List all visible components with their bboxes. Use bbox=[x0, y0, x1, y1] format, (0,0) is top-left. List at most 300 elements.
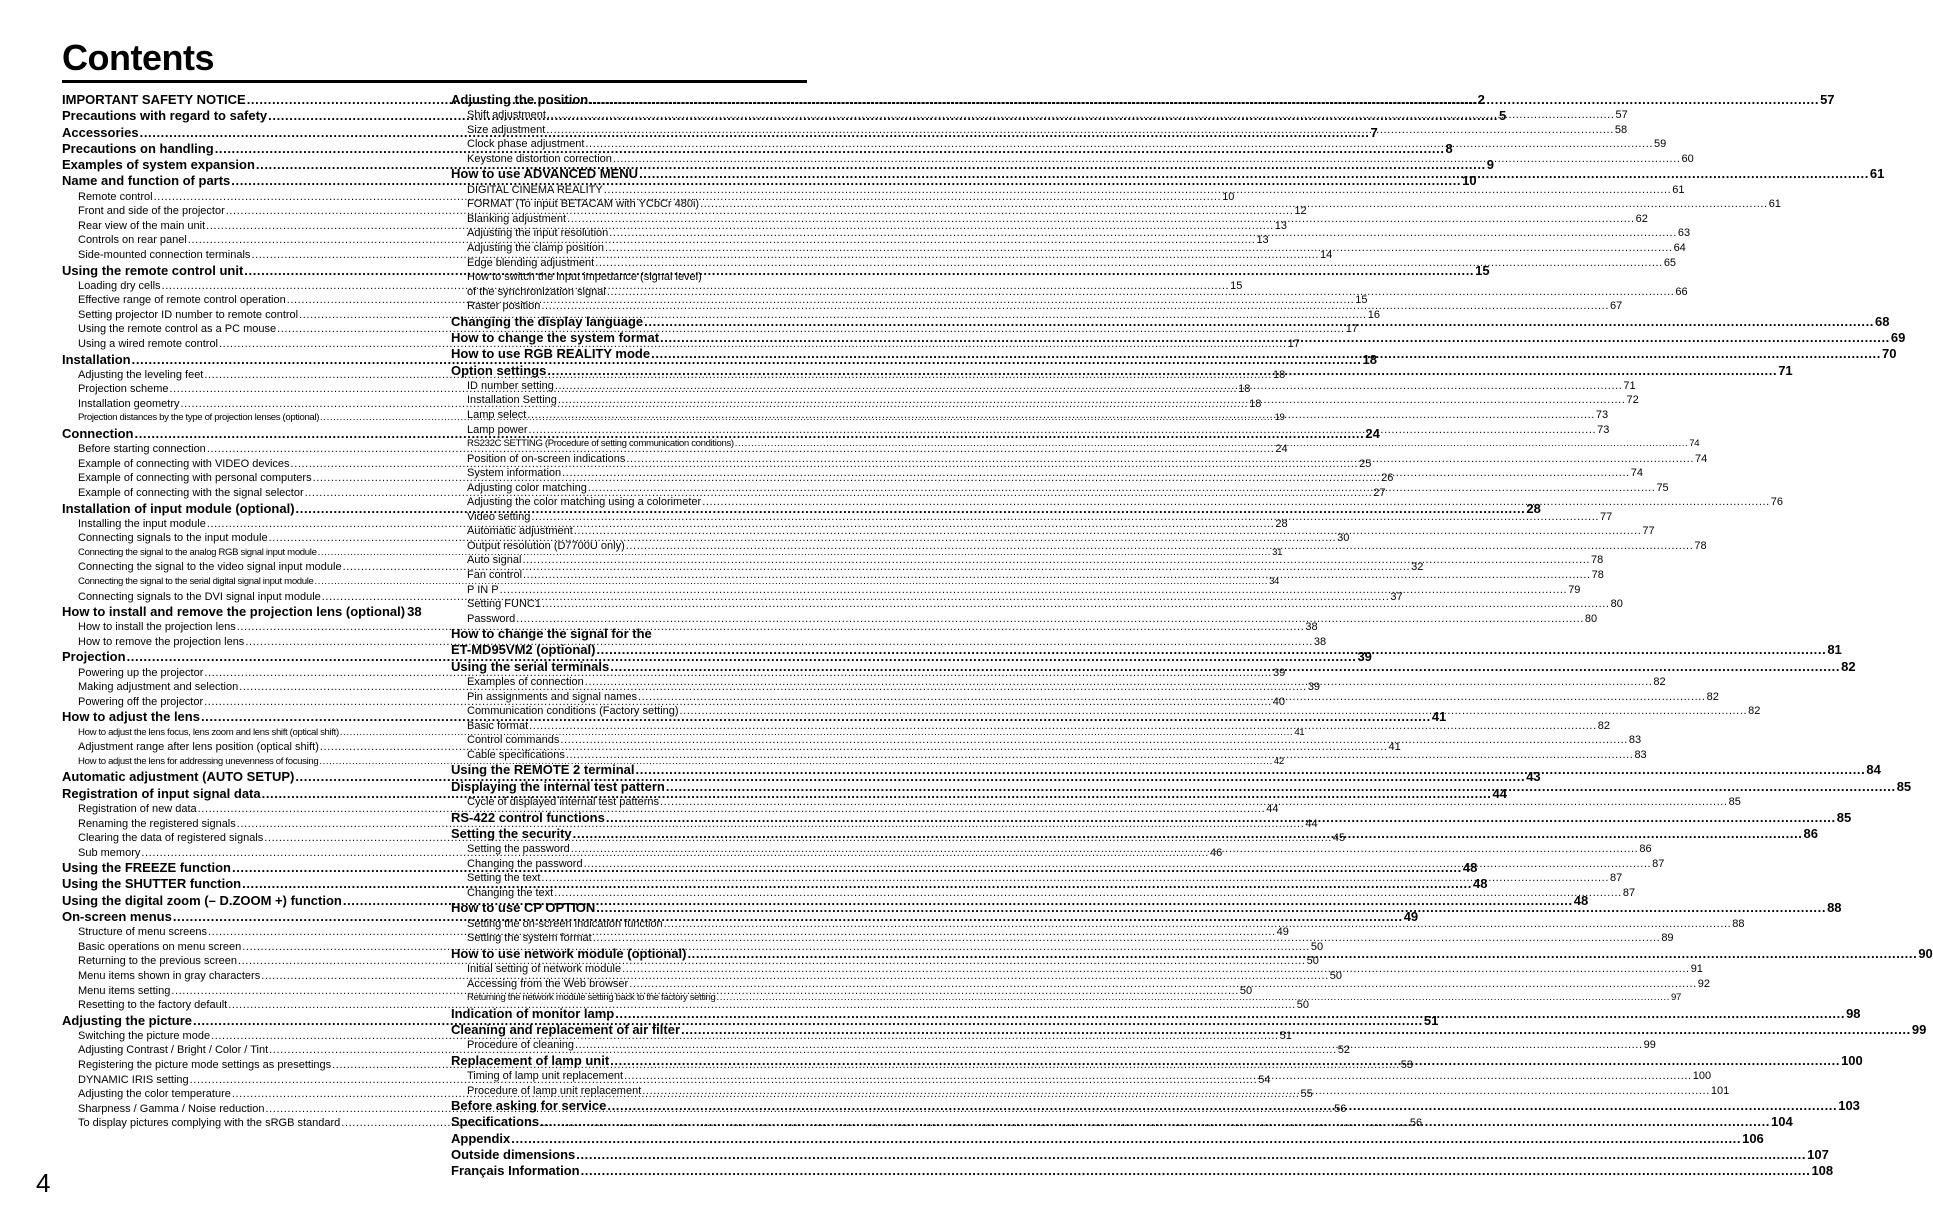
toc-page-number: 51 bbox=[1279, 1029, 1292, 1042]
toc-entry-title: Adjusting the position bbox=[451, 92, 589, 107]
toc-subentry[interactable] bbox=[451, 137, 1667, 152]
toc-entry-title: Remote control bbox=[78, 190, 153, 203]
toc-entry-title: RS232C SETTING (Procedure of setting communication conditions) bbox=[467, 438, 734, 450]
toc-page-number: 73 bbox=[1595, 408, 1609, 421]
toc-page-number: 107 bbox=[1807, 1147, 1829, 1163]
toc-page-number: 84 bbox=[1866, 762, 1881, 778]
dot-leader bbox=[660, 795, 1728, 810]
dot-leader bbox=[540, 1114, 1770, 1130]
toc-entry-title: Changing the text bbox=[467, 886, 554, 899]
title-rule bbox=[62, 80, 807, 83]
toc-page-number: 31 bbox=[1272, 546, 1283, 558]
toc-page-number: 44 bbox=[1305, 817, 1318, 830]
toc-entry-title: Adjustment range after lens position (optical shift) bbox=[78, 741, 319, 754]
dot-leader bbox=[660, 330, 1890, 346]
toc-entry-title: How to install and remove the projection lens (optional) bbox=[62, 604, 406, 620]
dot-leader bbox=[622, 962, 1690, 977]
toc-entry[interactable] bbox=[451, 1163, 1834, 1179]
toc-entry-title: Using the digital zoom (– D.ZOOM +) function bbox=[62, 892, 342, 908]
toc-entry-title: Adjusting color matching bbox=[467, 481, 587, 494]
toc-entry[interactable] bbox=[62, 604, 422, 620]
toc-page-number: 12 bbox=[1294, 205, 1307, 218]
toc-entry-title: Option settings bbox=[451, 362, 547, 378]
dot-leader bbox=[585, 675, 1653, 690]
toc-page-number: 38 bbox=[1313, 635, 1327, 648]
toc-entry-title: Projection bbox=[62, 649, 126, 665]
toc-subentry[interactable] bbox=[62, 322, 1358, 337]
toc-page-number: 50 bbox=[1239, 984, 1253, 997]
dot-leader bbox=[626, 539, 1694, 554]
dot-leader bbox=[522, 553, 1590, 568]
toc-page-number: 98 bbox=[1846, 1005, 1861, 1021]
toc-page-number: 45 bbox=[1332, 832, 1346, 845]
toc-entry-title: FORMAT (To input BETACAM with YCbCr 480i) bbox=[467, 198, 700, 211]
toc-entry-title: Timing of lamp unit replacement bbox=[467, 1070, 624, 1083]
toc-page-number: 101 bbox=[1710, 1084, 1730, 1097]
dot-leader bbox=[546, 123, 1614, 138]
toc-page-number: 90 bbox=[1918, 945, 1933, 961]
toc-entry-title: Pin assignments and signal names bbox=[467, 690, 637, 703]
toc-entry-title: Structure of menu screens bbox=[78, 926, 208, 939]
toc-page-number: 65 bbox=[1663, 256, 1677, 269]
toc-entry-title: Precautions with regard to safety bbox=[62, 108, 268, 124]
toc-page-number: 10 bbox=[1462, 173, 1477, 189]
toc-page-number: 61 bbox=[1869, 166, 1885, 182]
toc-page-number: 26 bbox=[1381, 472, 1394, 485]
toc-entry-title: Clock phase adjustment bbox=[467, 138, 585, 151]
toc-page-number: 62 bbox=[1635, 212, 1648, 225]
toc-page-number: 15 bbox=[1230, 279, 1243, 292]
toc-entry-title: How to adjust the lens for addressing unevenness of focusing bbox=[78, 755, 319, 767]
toc-entry-title: Indication of monitor lamp bbox=[451, 1005, 615, 1021]
toc-page-number: 97 bbox=[1671, 992, 1682, 1004]
toc-page-number: 40 bbox=[1272, 695, 1285, 708]
toc-page-number: 74 bbox=[1689, 438, 1700, 450]
toc-entry-title: Accessing from the Web browser bbox=[467, 977, 629, 990]
dot-leader bbox=[500, 583, 1568, 598]
toc-page-number: 86 bbox=[1639, 843, 1652, 856]
toc-page-number: 50 bbox=[1310, 940, 1324, 953]
toc-page-number: 80 bbox=[1584, 612, 1598, 625]
dot-leader bbox=[615, 1006, 1845, 1022]
toc-page-number: 10 bbox=[1222, 190, 1235, 203]
toc-page-number: 100 bbox=[1692, 1070, 1712, 1083]
toc-entry-title: Setting projector ID number to remote control bbox=[78, 308, 299, 321]
toc-page-number: 74 bbox=[1630, 467, 1643, 480]
toc-page-number: 55 bbox=[1300, 1088, 1313, 1101]
dot-leader bbox=[642, 1084, 1710, 1099]
dot-leader bbox=[516, 612, 1584, 627]
toc-entry-title: Using a wired remote control bbox=[78, 338, 219, 350]
dot-leader bbox=[700, 197, 1768, 212]
dot-leader bbox=[529, 423, 1597, 438]
toc-entry-title: Adjusting the color temperature bbox=[78, 1088, 231, 1101]
toc-entry-title: Controls on rear panel bbox=[78, 234, 187, 247]
dot-leader bbox=[541, 871, 1609, 886]
toc-entry-title: How to change the system format bbox=[451, 330, 660, 345]
dot-leader bbox=[638, 690, 1706, 705]
dot-leader bbox=[680, 704, 1748, 719]
toc-entry-title: Returning to the previous screen bbox=[78, 955, 237, 968]
toc-entry-title: Procedure of cleaning bbox=[467, 1039, 575, 1052]
toc-entry-title: Side-mounted connection terminals bbox=[78, 248, 251, 261]
toc-page-number: 50 bbox=[1296, 999, 1310, 1012]
toc-subentry[interactable] bbox=[451, 152, 1694, 167]
toc-entry-title: Adjusting the color matching using a colorimeter bbox=[467, 496, 702, 509]
toc-entry-title: Specifications bbox=[451, 1114, 540, 1130]
toc-page-number: 88 bbox=[1827, 900, 1842, 916]
dot-leader bbox=[626, 452, 1694, 467]
toc-entry-title: Output resolution (D7700U only) bbox=[467, 539, 625, 552]
toc-entry-title: P IN P bbox=[467, 583, 499, 596]
toc-page-number: 85 bbox=[1896, 778, 1912, 794]
toc-page-number: 41 bbox=[1388, 741, 1401, 754]
toc-page-number: 85 bbox=[1728, 795, 1741, 808]
toc-page-number: 87 bbox=[1609, 872, 1623, 885]
toc-entry-title: Example of connecting with personal computers bbox=[78, 472, 312, 485]
toc-page-number: 82 bbox=[1597, 719, 1610, 732]
toc-entry-title: ET-MD95VM2 (optional) bbox=[451, 642, 596, 658]
toc-page-number: 30 bbox=[1337, 532, 1350, 545]
toc-entry-title: Basic format bbox=[467, 719, 529, 732]
toc-entry-title: Cable specifications bbox=[467, 748, 565, 761]
toc-page-number: 89 bbox=[1661, 932, 1674, 945]
toc-subentry[interactable] bbox=[451, 270, 805, 285]
page-number: 4 bbox=[36, 1168, 51, 1198]
dot-leader bbox=[511, 1131, 1741, 1147]
toc-page-number: 42 bbox=[1273, 755, 1284, 767]
toc-page-number: 71 bbox=[1778, 362, 1793, 378]
dot-leader bbox=[635, 762, 1865, 778]
toc-page-number: 14 bbox=[1320, 248, 1333, 261]
toc-entry-title: DYNAMIC IRIS setting bbox=[78, 1073, 189, 1086]
toc-entry[interactable] bbox=[451, 1147, 1829, 1163]
toc-entry-title: Precautions on handling bbox=[62, 140, 214, 156]
toc-page-number: 80 bbox=[1610, 598, 1623, 611]
toc-page-number: 18 bbox=[1238, 383, 1251, 396]
toc-page-number: 46 bbox=[1209, 846, 1223, 859]
toc-entry-title: Setting the text bbox=[467, 872, 541, 885]
toc-entry-title: How to adjust the lens bbox=[62, 709, 200, 725]
dot-leader bbox=[566, 748, 1634, 763]
toc-entry-title: Adjusting the leveling feet bbox=[78, 368, 204, 381]
dot-leader bbox=[581, 1163, 1811, 1179]
dot-leader bbox=[624, 1069, 1692, 1084]
toc-entry-title: Resetting to the factory default bbox=[78, 999, 228, 1012]
toc-page-number: 77 bbox=[1600, 510, 1613, 523]
dot-leader bbox=[607, 1098, 1837, 1114]
toc-page-number: 37 bbox=[1390, 590, 1403, 603]
toc-subentry[interactable] bbox=[451, 123, 1628, 138]
toc-entry-title: Installation of input module (optional) bbox=[62, 500, 295, 516]
page-title: Contents bbox=[62, 37, 214, 78]
toc-entry-title: How to install the projection lens bbox=[78, 621, 236, 634]
toc-entry-title: Using the remote control as a PC mouse bbox=[78, 323, 277, 336]
toc-page-number: 32 bbox=[1411, 561, 1424, 574]
toc-page-number: 38 bbox=[407, 604, 422, 620]
toc-subentry[interactable] bbox=[451, 108, 1628, 123]
toc-page-number: 17 bbox=[1345, 323, 1358, 336]
toc-page-number: 82 bbox=[1841, 658, 1856, 674]
toc-entry-title: Connecting signals to the input module bbox=[78, 532, 268, 545]
toc-entry-title: Name and function of parts bbox=[62, 173, 231, 189]
toc-page-number: 78 bbox=[1694, 539, 1707, 552]
toc-page-number: 44 bbox=[1492, 785, 1507, 801]
toc-entry-title: Menu items shown in gray characters bbox=[78, 969, 261, 982]
toc-page-number: 79 bbox=[1568, 583, 1581, 596]
toc-entry-title: Connecting signals to the DVI signal input module bbox=[78, 590, 321, 603]
dot-leader bbox=[717, 991, 1671, 1006]
toc-page-number: 60 bbox=[1681, 152, 1694, 165]
toc-entry-title: Connecting the signal to the serial digital signal input module bbox=[78, 576, 314, 587]
dot-leader bbox=[666, 779, 1896, 795]
toc-entry-title: Loading dry cells bbox=[78, 279, 161, 292]
toc-entry-title: Setting the password bbox=[467, 843, 570, 856]
toc-page-number: 9 bbox=[1486, 157, 1495, 173]
toc-entry-title: Using the remote control unit bbox=[62, 262, 244, 278]
toc-page-number: 19 bbox=[1274, 412, 1285, 424]
toc-entry-title: DIGITAL CINEMA REALITY bbox=[467, 183, 603, 196]
toc-entry-title: Connection bbox=[62, 426, 134, 442]
toc-entry-title: Setting the system format bbox=[467, 932, 592, 945]
toc-entry-title: Shift adjustment bbox=[467, 109, 546, 122]
toc-page-number: 83 bbox=[1634, 748, 1647, 761]
toc-page-number: 68 bbox=[1875, 313, 1890, 329]
toc-entry-title: Using the serial terminals bbox=[451, 658, 610, 674]
dot-leader bbox=[644, 314, 1874, 330]
toc-entry-title: Keystone distortion correction bbox=[467, 152, 612, 165]
toc-entry-title: ID number setting bbox=[467, 379, 554, 392]
toc-entry-title: Registration of input signal data bbox=[62, 785, 261, 801]
toc-page-number: 49 bbox=[1276, 926, 1289, 939]
toc-page-number: 18 bbox=[1249, 397, 1262, 410]
toc-page-number: 16 bbox=[1367, 308, 1380, 321]
toc-entry-title: IMPORTANT SAFETY NOTICE bbox=[62, 92, 246, 107]
toc-entry-title: To display pictures complying with the sRGB standard bbox=[78, 1117, 341, 1130]
toc-page-number: 50 bbox=[1329, 969, 1343, 982]
toc-page-number: 38 bbox=[1305, 621, 1318, 634]
toc-page-number: 44 bbox=[1266, 802, 1279, 815]
toc-entry-title: Basic operations on menu screen bbox=[78, 940, 242, 953]
toc-page-number: 7 bbox=[1370, 124, 1378, 140]
toc-page-number: 78 bbox=[1591, 554, 1604, 567]
toc-entry-title: Powering off the projector bbox=[78, 695, 204, 708]
toc-entry-title: Sharpness / Gamma / Noise reduction bbox=[78, 1102, 265, 1115]
toc-entry-title: Appendix bbox=[451, 1130, 511, 1146]
toc-entry-title: Switching the picture mode bbox=[78, 1029, 211, 1042]
toc-entry-title: Installation Setting bbox=[467, 394, 557, 407]
toc-entry-title: Automatic adjustment (AUTO SETUP) bbox=[62, 769, 295, 785]
toc-page-number: 34 bbox=[1269, 576, 1280, 587]
toc-entry-title: Examples of system expansion bbox=[62, 157, 255, 173]
dot-leader bbox=[596, 900, 1826, 916]
toc-page-number: 61 bbox=[1672, 183, 1685, 196]
toc-entry-title: Example of connecting with VIDEO devices bbox=[78, 457, 290, 470]
toc-page-number: 85 bbox=[1836, 809, 1852, 825]
toc-entry-title: On-screen menus bbox=[62, 909, 172, 925]
toc-entry-title: Raster position bbox=[467, 300, 541, 313]
toc-entry-title: Changing the display language bbox=[451, 313, 644, 329]
toc-entry-title: Registration of new data bbox=[78, 802, 197, 815]
dot-leader bbox=[547, 363, 1777, 379]
toc-page-number: 28 bbox=[1275, 517, 1288, 530]
toc-entry-title: Replacement of lamp unit bbox=[451, 1052, 610, 1068]
toc-page-number: 39 bbox=[1357, 649, 1372, 665]
toc-entry-title: Installing the input module bbox=[78, 517, 206, 530]
toc-page-number: 82 bbox=[1706, 690, 1719, 703]
dot-leader bbox=[605, 241, 1673, 256]
toc-page-number: 54 bbox=[1258, 1073, 1271, 1086]
toc-entry-title: Example of connecting with the signal selector bbox=[78, 486, 304, 499]
dot-leader bbox=[527, 408, 1595, 423]
toc-page-number: 61 bbox=[1768, 198, 1781, 211]
toc-page-number: 70 bbox=[1881, 346, 1897, 362]
toc-entry-title: How to use RGB REALITY mode bbox=[451, 346, 651, 362]
dot-leader bbox=[584, 857, 1652, 872]
toc-entry-title: Setting FUNC1 bbox=[467, 598, 541, 611]
toc-page-number: 72 bbox=[1626, 394, 1639, 407]
toc-page-number: 57 bbox=[1820, 92, 1835, 107]
toc-page-number: 87 bbox=[1652, 857, 1665, 870]
dot-leader bbox=[576, 1147, 1806, 1163]
toc-entry-title: Outside dimensions bbox=[451, 1147, 576, 1163]
toc-page-number: 75 bbox=[1656, 481, 1669, 494]
toc-entry-title: Projection scheme bbox=[78, 383, 169, 396]
dot-leader bbox=[575, 1038, 1643, 1053]
toc-page-number: 87 bbox=[1622, 886, 1636, 899]
toc-entry-title: Registering the picture mode settings as presettings bbox=[78, 1059, 332, 1071]
toc-page-number: 71 bbox=[1623, 379, 1636, 392]
toc-page-number: 48 bbox=[1573, 892, 1589, 908]
toc-page-number: 58 bbox=[1614, 123, 1628, 136]
toc-entry-title: Using the FREEZE function bbox=[62, 860, 231, 876]
toc-entry-title: Making adjustment and selection bbox=[78, 681, 239, 694]
toc-entry[interactable] bbox=[451, 92, 1835, 108]
dot-leader bbox=[606, 810, 1836, 826]
toc-page-number: 100 bbox=[1841, 1052, 1863, 1068]
dot-leader bbox=[567, 212, 1635, 227]
toc-page-number: 25 bbox=[1359, 457, 1372, 470]
toc-page-number: 92 bbox=[1697, 977, 1711, 990]
toc-entry-title: Initial setting of network module bbox=[467, 962, 622, 975]
toc-entry-title: Setting the on-screen indication function bbox=[467, 917, 663, 930]
dot-leader bbox=[687, 946, 1917, 962]
dot-leader bbox=[558, 393, 1626, 408]
dot-leader bbox=[531, 510, 1599, 525]
toc-entry-title: Adjusting Contrast / Bright / Color / Tint bbox=[78, 1044, 269, 1057]
toc-subentry[interactable] bbox=[451, 597, 1623, 612]
toc-entry-title: Position of on-screen indications bbox=[467, 452, 626, 465]
toc-entry-title: Accessories bbox=[62, 124, 139, 140]
toc-page-number: 56 bbox=[1409, 1117, 1423, 1130]
dot-leader bbox=[547, 108, 1615, 123]
toc-entry-title: Procedure of lamp unit replacement bbox=[467, 1084, 642, 1097]
toc-entry[interactable] bbox=[451, 1130, 1764, 1147]
dot-leader bbox=[609, 226, 1677, 241]
toc-entry-title: Powering up the projector bbox=[78, 666, 204, 679]
toc-entry-title: Size adjustment bbox=[467, 123, 546, 136]
toc-entry-title: Installation bbox=[62, 351, 131, 367]
toc-page-number: 91 bbox=[1690, 962, 1703, 975]
toc-page-number: 15 bbox=[1355, 294, 1368, 307]
toc-page-number: 50 bbox=[1306, 955, 1319, 968]
toc-entry-title: Returning the network module setting back to the factory setting bbox=[467, 992, 716, 1004]
toc-page-number: 74 bbox=[1694, 452, 1708, 465]
dot-leader bbox=[542, 597, 1610, 612]
toc-entry[interactable] bbox=[451, 626, 805, 642]
dot-leader bbox=[607, 285, 1675, 300]
dot-leader bbox=[571, 842, 1639, 857]
toc-page-number: 15 bbox=[1475, 262, 1490, 278]
dot-leader bbox=[585, 137, 1653, 152]
toc-page-number: 52 bbox=[1337, 1044, 1350, 1057]
toc-entry-title: How to use ADVANCED MENU bbox=[451, 166, 639, 182]
dot-leader bbox=[702, 495, 1770, 510]
toc-entry-title: Before asking for service bbox=[451, 1098, 607, 1114]
toc-entry-title: How to switch the input impedance (signal level) bbox=[467, 271, 702, 284]
dot-leader bbox=[555, 379, 1623, 394]
toc-subentry[interactable] bbox=[451, 612, 1598, 627]
toc-page-number: 39 bbox=[1307, 681, 1321, 694]
toc-entry-title: How to use CP OPTION bbox=[451, 900, 596, 916]
dot-leader bbox=[589, 92, 1819, 108]
toc-entry-title: Sub memory bbox=[78, 846, 141, 859]
toc-page-number: 99 bbox=[1911, 1021, 1927, 1037]
toc-page-number: 86 bbox=[1803, 825, 1818, 841]
toc-entry-title: Cleaning and replacement of air filter bbox=[451, 1021, 680, 1037]
dot-leader bbox=[735, 437, 1689, 452]
toc-page-number: 81 bbox=[1827, 642, 1842, 658]
toc-entry-title: Adjusting the picture bbox=[62, 1012, 192, 1028]
dot-leader bbox=[610, 1053, 1840, 1069]
toc-page-number: 99 bbox=[1643, 1039, 1656, 1052]
toc-page-number: 76 bbox=[1770, 496, 1784, 509]
dot-leader bbox=[629, 977, 1697, 992]
toc-page-number: 18 bbox=[1272, 368, 1286, 381]
dot-leader bbox=[613, 152, 1681, 167]
toc-entry-title: Using the SHUTTER function bbox=[62, 876, 242, 892]
toc-page-number: 13 bbox=[1256, 234, 1269, 247]
toc-entry-title: Front and side of the projector bbox=[78, 205, 225, 218]
toc-entry-title: of the synchronization signal bbox=[467, 285, 606, 298]
toc-page-number: 108 bbox=[1811, 1163, 1834, 1179]
dot-leader bbox=[610, 659, 1840, 675]
toc-entry-title: Clearing the data of registered signals bbox=[78, 832, 264, 845]
dot-leader bbox=[574, 524, 1642, 539]
toc-page-number: 56 bbox=[1334, 1102, 1347, 1115]
toc-entry-title: How to change the signal for the bbox=[451, 626, 652, 642]
toc-entry-title: Effective range of remote control operation bbox=[78, 294, 286, 307]
toc-page-number: 18 bbox=[1362, 351, 1377, 367]
toc-page-number: 77 bbox=[1642, 525, 1655, 538]
toc-page-number: 28 bbox=[1526, 500, 1541, 516]
toc-entry-title: Cycle of displayed internal test patterns bbox=[467, 795, 659, 808]
toc-page-number: 27 bbox=[1373, 486, 1386, 499]
toc-entry-title: Auto signal bbox=[467, 554, 522, 567]
toc-entry-title: Renaming the registered signals bbox=[78, 817, 236, 830]
dot-leader bbox=[541, 299, 1609, 314]
toc-entry-title: Changing the password bbox=[467, 857, 583, 870]
toc-entry-title: Displaying the internal test pattern bbox=[451, 778, 665, 794]
toc-page-number: 41 bbox=[1431, 709, 1447, 725]
toc-page-number: 5 bbox=[1499, 108, 1507, 124]
dot-leader bbox=[523, 568, 1591, 583]
toc-entry-title: Control commands bbox=[467, 734, 560, 747]
toc-entry-title: Automatic adjustment bbox=[467, 525, 573, 538]
toc-entry-title: Installation geometry bbox=[78, 397, 180, 410]
toc-entry-title: How to adjust the lens focus, lens zoom and lens shift (optical shift) bbox=[78, 726, 339, 738]
toc-entry-title: Lamp power bbox=[467, 423, 528, 436]
